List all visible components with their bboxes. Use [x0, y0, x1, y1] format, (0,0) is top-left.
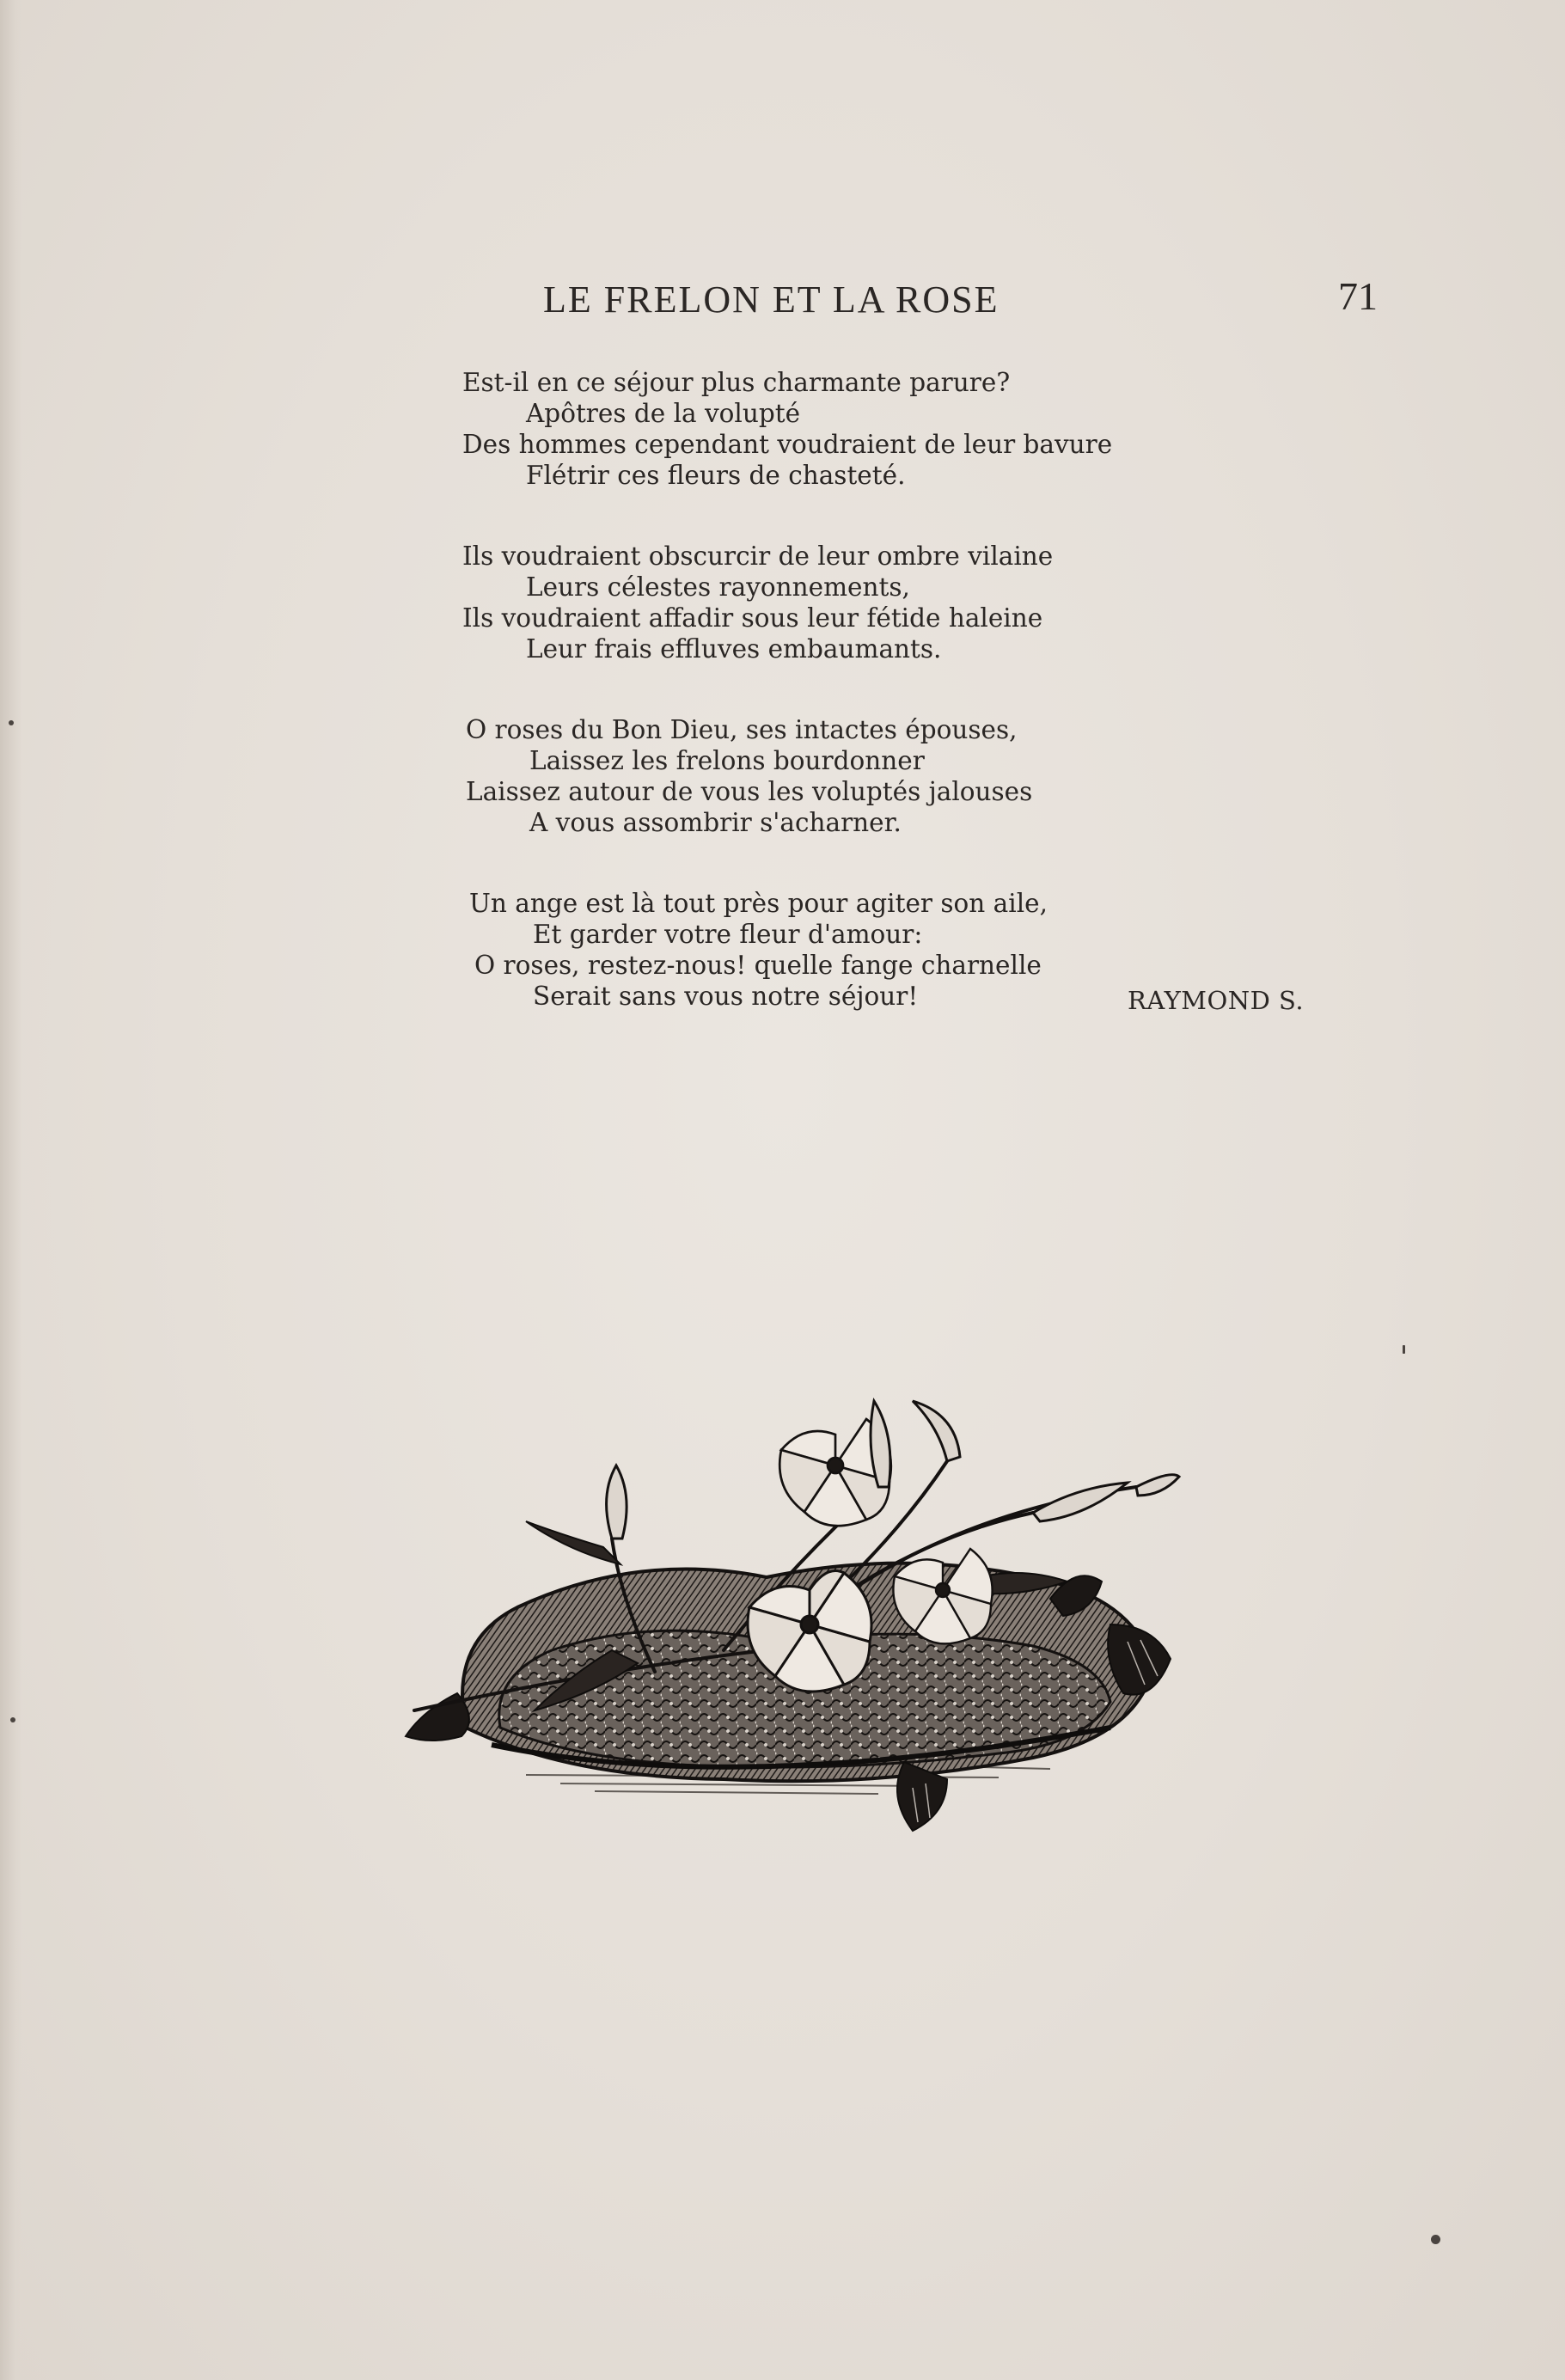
stanza [462, 714, 1330, 838]
poem-line: Leur frais effluves embaumants. [526, 634, 942, 664]
poem-line: Flétrir ces fleurs de chasteté. [526, 461, 906, 490]
poem-line: Apôtres de la volupté [526, 399, 801, 428]
stanza [462, 367, 1330, 491]
poem-line: Ils voudraient affadir sous leur fétide haleine [462, 603, 1043, 633]
poem-line: A vous assombrir s'acharner. [529, 808, 902, 837]
poem [462, 367, 1330, 1062]
paper-speck [10, 1717, 15, 1722]
poem-line: Et garder votre fleur d'amour: [533, 920, 923, 949]
paper-speck [1431, 2235, 1440, 2244]
poem-line: Un ange est là tout près pour agiter son aile, [469, 889, 1048, 918]
poem-line: Ils voudraient obscurcir de leur ombre vilaine [462, 541, 1054, 571]
stanza [462, 541, 1330, 664]
lilies-on-cushion-icon [397, 1367, 1282, 1835]
poem-line: O roses, restez-nous! quelle fange charnelle [474, 951, 1042, 980]
poem-line: Serait sans vous notre séjour! [533, 982, 919, 1011]
page-number: 71 [1338, 274, 1378, 318]
author-signature: RAYMOND S. [1128, 986, 1305, 1015]
page-gutter [0, 0, 22, 2380]
poem-line: Est-il en ce séjour plus charmante parure? [462, 368, 1011, 397]
poem-line: O roses du Bon Dieu, ses intactes épouses, [466, 715, 1018, 744]
poem-line: Leurs célestes rayonnements, [526, 572, 910, 602]
poem-line: Laissez les frelons bourdonner [529, 746, 925, 775]
poem-line: Des hommes cependant voudraient de leur bavure [462, 430, 1113, 459]
poem-line: Laissez autour de vous les voluptés jalouses [466, 777, 1033, 806]
lily-buds [607, 1401, 1179, 1539]
paper-speck [9, 720, 14, 725]
paper-speck [1403, 1345, 1405, 1354]
page-title: LE FRELON ET LA ROSE [543, 278, 1000, 321]
